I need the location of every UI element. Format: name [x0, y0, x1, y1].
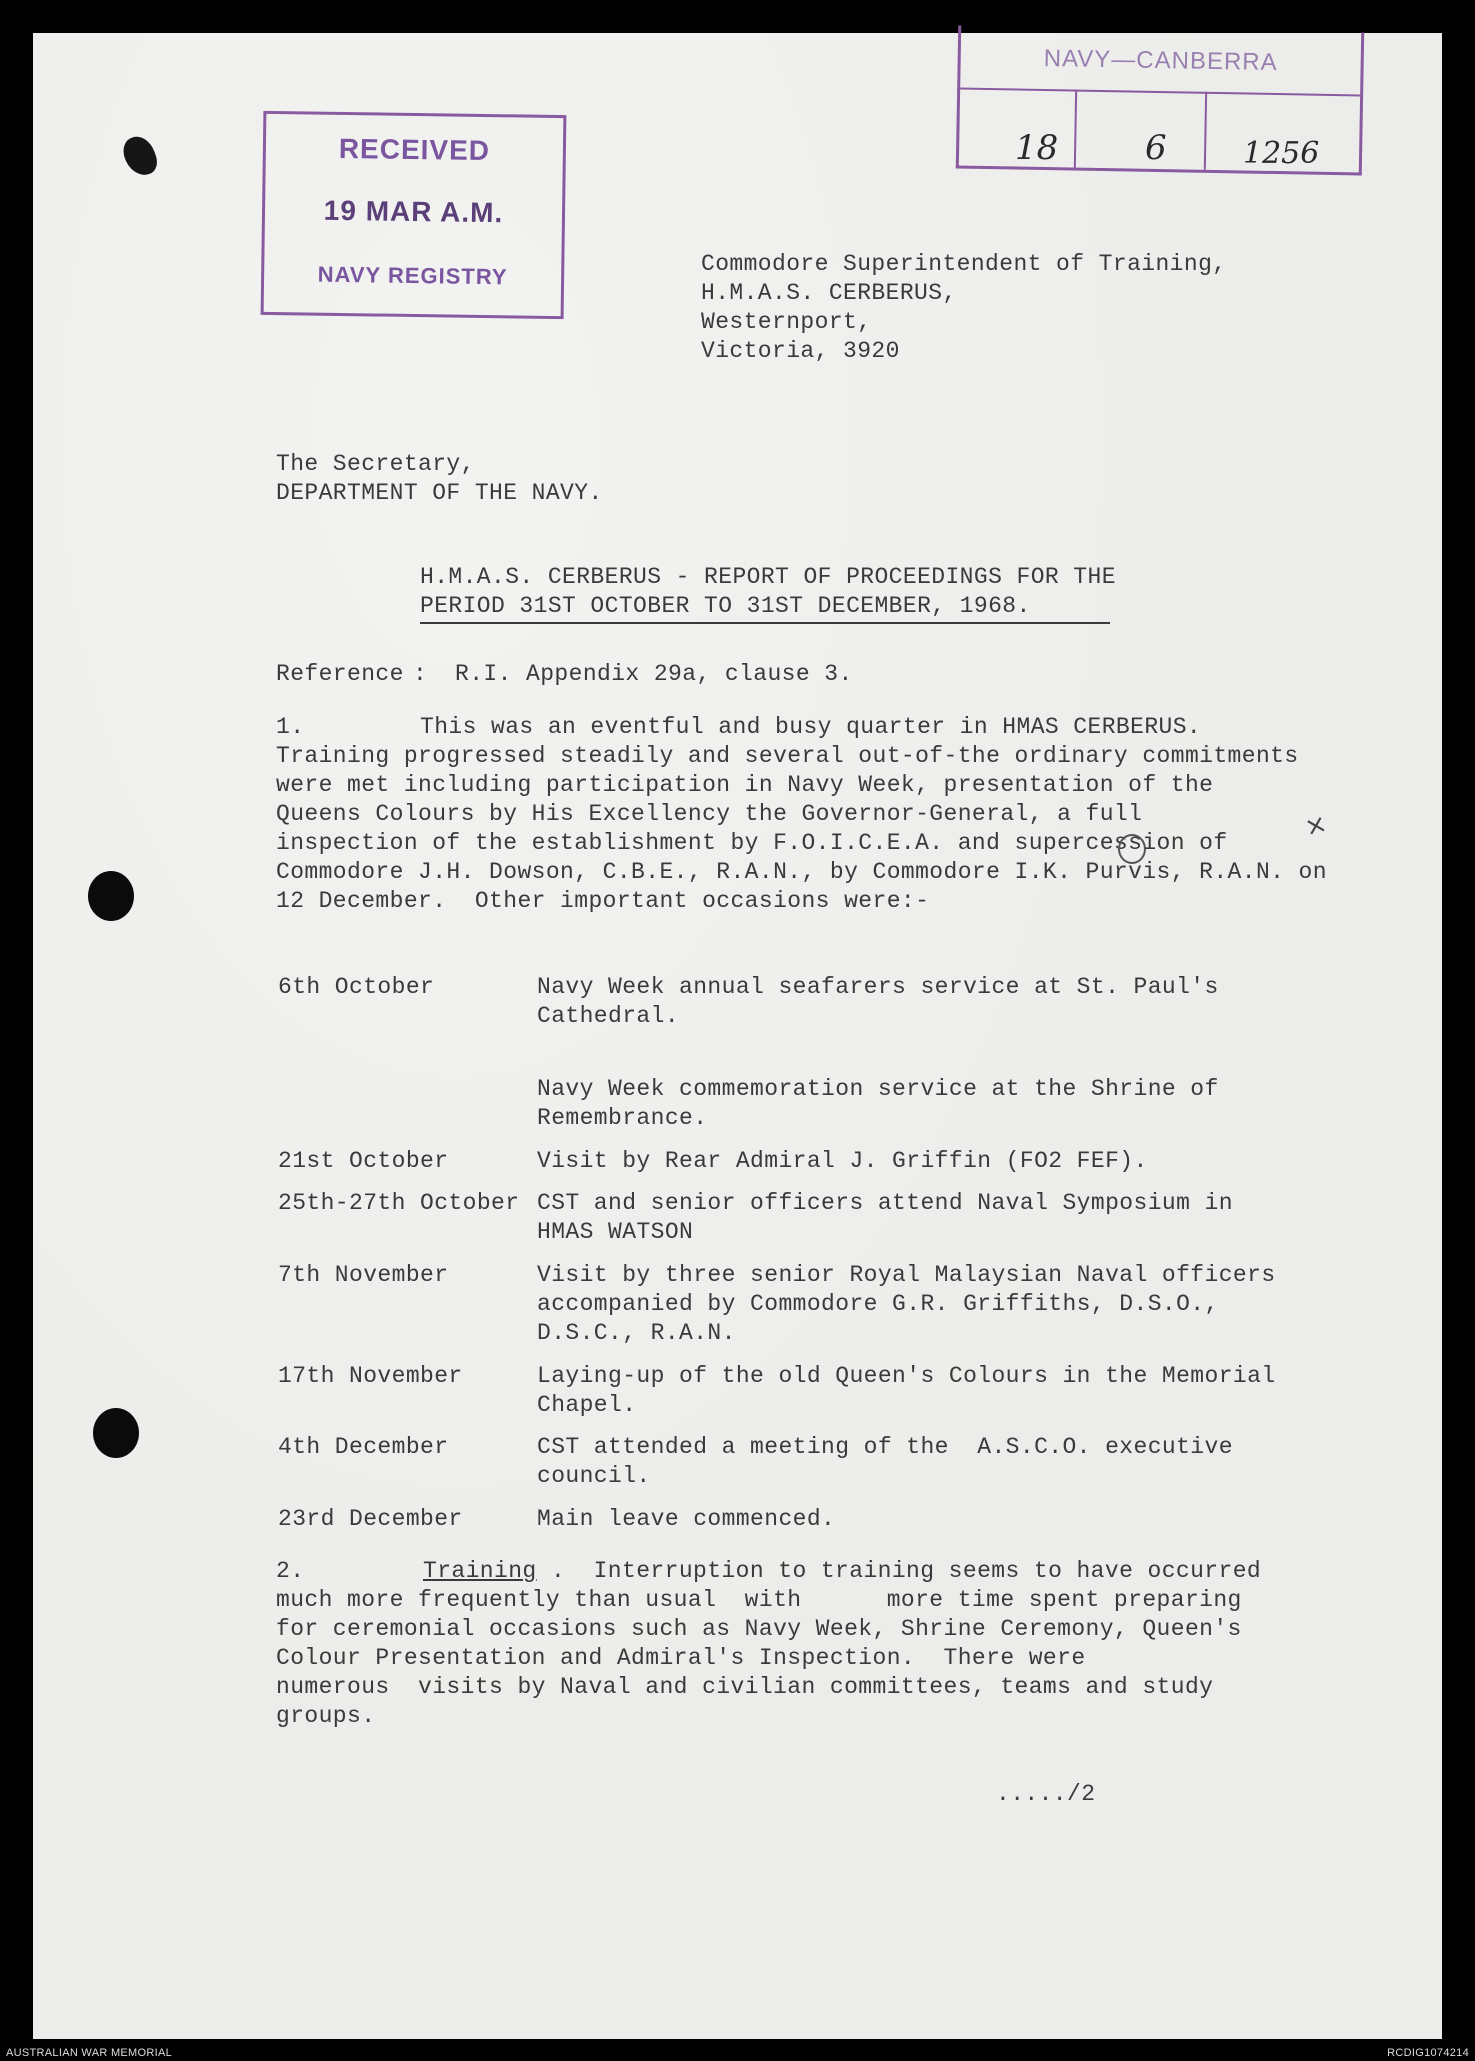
event-text: D.S.C., R.A.N. [537, 1320, 736, 1346]
page-continuation: ...../2 [996, 1781, 1096, 1807]
sender-line: H.M.A.S. CERBERUS, [701, 280, 957, 306]
file-number-part-2: 6 [1145, 128, 1167, 168]
pen-circle-mark [1118, 834, 1146, 864]
paragraph-line: groups. [276, 1703, 376, 1729]
recipient-line: DEPARTMENT OF THE NAVY. [276, 480, 603, 506]
paragraph-line: much more frequently than usual with more time spent preparing [276, 1587, 1242, 1613]
reference-label: Reference [276, 661, 404, 687]
paragraph-line: Commodore J.H. Dowson, C.B.E., R.A.N., by Commodore I.K. Purvis, R.A.N. on [276, 859, 1327, 885]
event-text: Main leave commenced. [537, 1506, 836, 1532]
event-text: CST and senior officers attend Naval Symposium in [537, 1190, 1233, 1216]
received-stamp-title: RECEIVED [338, 132, 491, 167]
event-date: 4th December [278, 1434, 449, 1460]
paragraph-number: 2. [276, 1558, 305, 1584]
subject-line: H.M.A.S. CERBERUS - REPORT OF PROCEEDINGS FOR THE [420, 564, 1116, 590]
paragraph-line: Colour Presentation and Admiral's Inspection. There were [276, 1645, 1086, 1671]
event-text: Navy Week commemoration service at the Shrine of [537, 1076, 1219, 1102]
received-stamp [261, 111, 567, 319]
event-text: Remembrance. [537, 1105, 708, 1131]
stamp-divider [1074, 90, 1077, 168]
event-date: 25th-27th October [278, 1190, 520, 1216]
sender-line: Westernport, [701, 309, 872, 335]
subject-line: PERIOD 31ST OCTOBER TO 31ST DECEMBER, 1968. [420, 593, 1031, 619]
footer-right: RCDIG1074214 [1387, 2047, 1469, 2059]
reference-separator: : [413, 661, 428, 687]
file-number-part-3: 1256 [1243, 136, 1320, 171]
paragraph-line: Queens Colours by His Excellency the Governor-General, a full [276, 801, 1143, 827]
punch-hole-top [88, 871, 134, 921]
event-text: CST attended a meeting of the A.S.C.O. executive [537, 1434, 1233, 1460]
event-text: Navy Week annual seafarers service at St. Paul's [537, 974, 1219, 1000]
event-date: 21st October [278, 1148, 449, 1174]
recipient-line: The Secretary, [276, 451, 475, 477]
document-page [33, 33, 1442, 2039]
subject-underline [420, 622, 1110, 624]
punch-hole-bottom [93, 1408, 139, 1458]
paragraph-line: numerous visits by Naval and civilian committees, teams and study [276, 1674, 1214, 1700]
paragraph-line: were met including participation in Navy Week, presentation of the [276, 772, 1214, 798]
paragraph-heading: Training [423, 1558, 537, 1584]
stamp-divider [1204, 92, 1207, 170]
paragraph-line: Training progressed steadily and several out-of-the ordinary commitments [276, 743, 1299, 769]
paragraph-line: 12 December. Other important occasions were:- [276, 888, 930, 914]
event-date: 6th October [278, 974, 435, 1000]
sender-line: Commodore Superintendent of Training, [701, 251, 1227, 277]
paragraph-line: inspection of the establishment by F.O.I.C.E.A. and supercession of [276, 830, 1228, 856]
received-stamp-registry: NAVY REGISTRY [317, 261, 508, 290]
reference-value: R.I. Appendix 29a, clause 3. [455, 661, 853, 687]
file-number-part-1: 18 [1015, 128, 1059, 168]
event-text: Chapel. [537, 1392, 637, 1418]
stamp-divider [960, 88, 1360, 97]
event-text: accompanied by Commodore G.R. Griffiths, D.S.O., [537, 1291, 1219, 1317]
sender-line: Victoria, 3920 [701, 338, 900, 364]
paragraph-line: for ceremonial occasions such as Navy Week, Shrine Ceremony, Queen's [276, 1616, 1242, 1642]
event-text: Cathedral. [537, 1003, 680, 1029]
paragraph-number: 1. [276, 714, 305, 740]
event-date: 23rd December [278, 1506, 463, 1532]
event-text: Laying-up of the old Queen's Colours in the Memorial [537, 1363, 1276, 1389]
event-date: 7th November [278, 1262, 449, 1288]
margin-mark: × [1301, 808, 1331, 844]
event-date: 17th November [278, 1363, 463, 1389]
event-text: council. [537, 1463, 651, 1489]
event-text: Visit by Rear Admiral J. Griffin (FO2 FEF). [537, 1148, 1148, 1174]
canberra-stamp-title: NAVY—CANBERRA [1043, 44, 1278, 77]
paragraph-line: This was an eventful and busy quarter in HMAS CERBERUS. [420, 714, 1202, 740]
paragraph-line: . Interruption to training seems to have occurred [551, 1558, 1262, 1584]
event-text: Visit by three senior Royal Malaysian Naval officers [537, 1262, 1276, 1288]
received-stamp-date: 19 MAR A.M. [323, 194, 504, 229]
event-text: HMAS WATSON [537, 1219, 694, 1245]
paper-tear-mark [119, 132, 161, 180]
footer-left: AUSTRALIAN WAR MEMORIAL [6, 2047, 173, 2059]
